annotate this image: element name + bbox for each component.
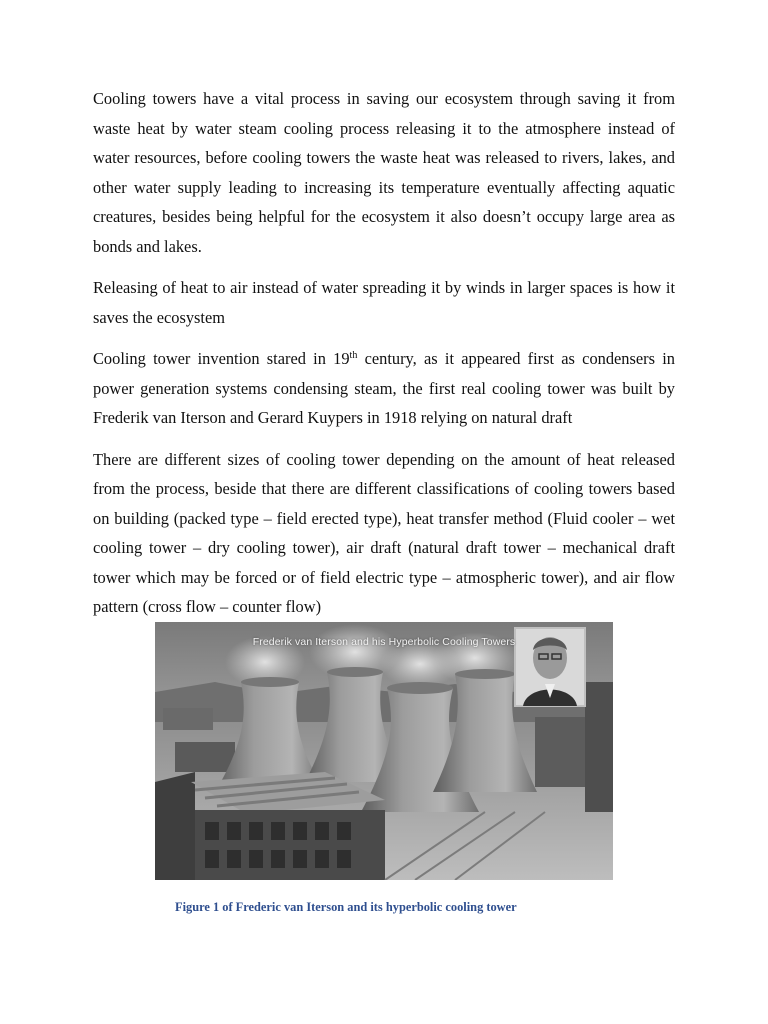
paragraph-3-end: century, as it appeared first as condensers in power generation systems condensing steam, the first real cooling tower was built by Frederik van Iterson and Gerard Kuypers in 1918 relying on natural draft bbox=[93, 349, 675, 427]
photo-overlay-title: Frederik van Iterson and his Hyperbolic Cooling Towers bbox=[252, 636, 516, 648]
figure-caption: Figure 1 of Frederic van Iterson and its hyperbolic cooling tower bbox=[175, 900, 517, 914]
cooling-tower-photo bbox=[155, 622, 613, 880]
paragraph-3 bbox=[93, 344, 675, 433]
paragraph-1: Cooling towers have a vital process in saving our ecosystem through saving it from waste heat by water steam cooling process releasing it to the atmosphere instead of water resources, before cooling towers the waste heat was released to rivers, lakes, and other water supply leading to increasing its temperature eventually affecting aquatic creatures, besides being helpful for the ecosystem it also doesn’t occupy large area as bonds and lakes. bbox=[93, 89, 675, 256]
paragraph-2: Releasing of heat to air instead of water spreading it by winds in larger spaces is how it saves the ecosystem bbox=[93, 278, 675, 327]
body-text bbox=[93, 84, 675, 634]
paragraph-3-start: Cooling tower invention stared in 19 bbox=[93, 349, 350, 368]
cooling-tower-illustration bbox=[155, 622, 613, 880]
paragraph-4: There are different sizes of cooling tower depending on the amount of heat released from the process, beside that there are different classifications of cooling towers based on building (packed type – field erected type), heat transfer method (Fluid cooler – wet cooling tower – dry cooling tower), air draft (natural draft tower – mechanical draft tower which may be forced or of field electric type – atmospheric tower), and air flow pattern (cross flow – counter flow) bbox=[93, 449, 675, 616]
paragraph-3-superscript: th bbox=[349, 350, 358, 361]
